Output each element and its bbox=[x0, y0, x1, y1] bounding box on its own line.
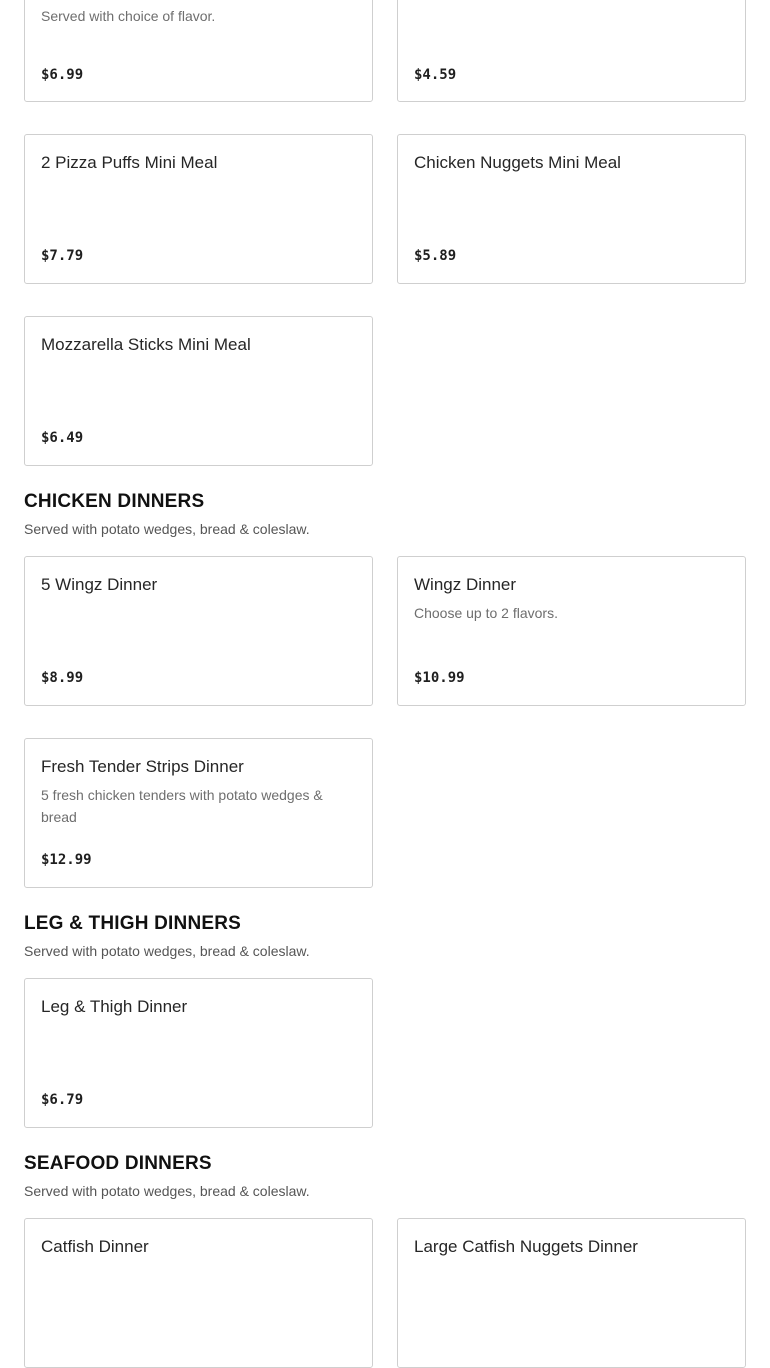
item-price: $5.89 bbox=[414, 248, 457, 264]
item-price: $12.99 bbox=[41, 852, 92, 868]
item-name: Mozzarella Sticks Mini Meal bbox=[41, 335, 251, 354]
section-title-seafood-dinners: SEAFOOD DINNERS bbox=[24, 1153, 212, 1174]
item-description: Choose up to 2 flavors. bbox=[414, 605, 558, 621]
section-subtitle: Served with potato wedges, bread & coleslaw. bbox=[24, 1183, 310, 1199]
menu-item-card[interactable] bbox=[24, 978, 373, 1128]
section-title-chicken-dinners: CHICKEN DINNERS bbox=[24, 491, 205, 512]
menu-item-card[interactable] bbox=[24, 134, 373, 284]
section-title-leg-thigh-dinners: LEG & THIGH DINNERS bbox=[24, 913, 242, 934]
menu-item-card[interactable] bbox=[397, 556, 746, 706]
item-name: Large Catfish Nuggets Dinner bbox=[414, 1237, 638, 1256]
menu-item-card[interactable] bbox=[397, 134, 746, 284]
item-name: Catfish Dinner bbox=[41, 1237, 149, 1256]
menu-item-card[interactable] bbox=[24, 556, 373, 706]
section-subtitle: Served with potato wedges, bread & coleslaw. bbox=[24, 521, 310, 537]
menu-item-card[interactable] bbox=[24, 738, 373, 888]
menu-item-card[interactable] bbox=[24, 0, 373, 102]
item-name: 2 Pizza Puffs Mini Meal bbox=[41, 153, 218, 172]
item-price: $10.99 bbox=[414, 670, 465, 686]
item-price: $7.79 bbox=[41, 248, 84, 264]
item-name: Chicken Nuggets Mini Meal bbox=[414, 153, 621, 172]
item-price: $6.99 bbox=[41, 67, 84, 83]
item-name: Wingz Dinner bbox=[414, 575, 517, 594]
menu-item-card[interactable] bbox=[24, 1218, 373, 1368]
item-price: $4.59 bbox=[414, 67, 457, 83]
item-description: Served with choice of flavor. bbox=[41, 8, 216, 24]
menu-item-card[interactable] bbox=[397, 1218, 746, 1368]
section-subtitle: Served with potato wedges, bread & coleslaw. bbox=[24, 943, 310, 959]
item-name: Leg & Thigh Dinner bbox=[41, 997, 188, 1016]
item-description: 5 fresh chicken tenders with potato wedges & bread bbox=[41, 787, 323, 825]
item-price: $6.49 bbox=[41, 430, 84, 446]
menu-item-card[interactable] bbox=[397, 0, 746, 102]
item-name: Fresh Tender Strips Dinner bbox=[41, 757, 244, 776]
menu-item-card[interactable] bbox=[24, 316, 373, 466]
item-name: 5 Wingz Dinner bbox=[41, 575, 158, 594]
item-price: $6.79 bbox=[41, 1092, 84, 1108]
item-price: $8.99 bbox=[41, 670, 84, 686]
